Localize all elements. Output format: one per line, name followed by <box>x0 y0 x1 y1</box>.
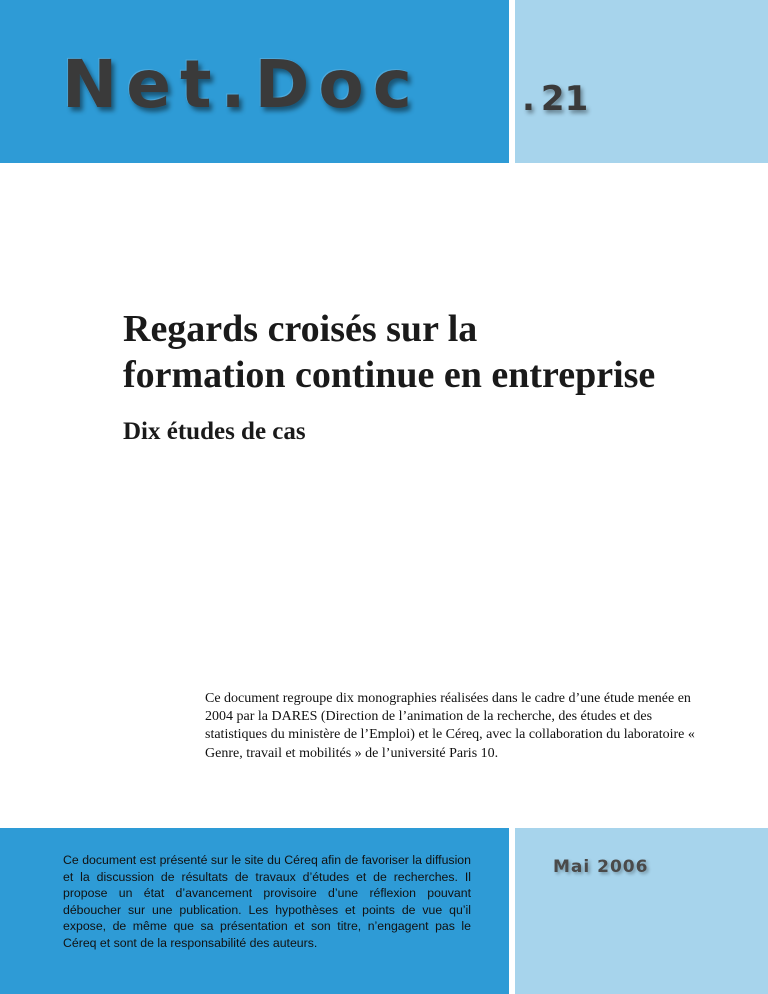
disclaimer-text: Ce document est présenté sur le site du Céreq afin de favoriser la diffusion et la discussion de résultats de travaux d’études et de recherches. Il propose un état d’avancement provisoire d’une réflexion pouvant déboucher sur une publication. Les hypothèses et points de vue qu’il expose, de même que sa présentation et son titre, n’engagent pas le Céreq et sont de la responsabilité des auteurs. <box>63 853 471 950</box>
publication-date: Mai 2006 <box>553 857 649 877</box>
document-subtitle: Dix études de cas <box>123 418 306 445</box>
netdoc-logo: Net.Doc <box>62 46 421 123</box>
issue-dot: . <box>522 79 535 119</box>
summary-paragraph: Ce document regroupe dix monographies réalisées dans le cadre d’une étude menée en 2004 par la DARES (Direction de l’animation de la recherche, des études et des statistiques du ministère de l’Emploi) et le Céreq, avec la collaboration du laboratoire « Genre, travail et mobilités » de l’université Paris 10. <box>205 691 695 761</box>
issue-number-value: 21 <box>540 79 589 119</box>
title-line-1: Regards croisés sur la <box>123 308 478 350</box>
issue-number <box>522 79 589 119</box>
footer-band-light <box>515 828 768 994</box>
title-line-2: formation continue en entreprise <box>123 354 656 396</box>
document-title <box>123 306 763 398</box>
